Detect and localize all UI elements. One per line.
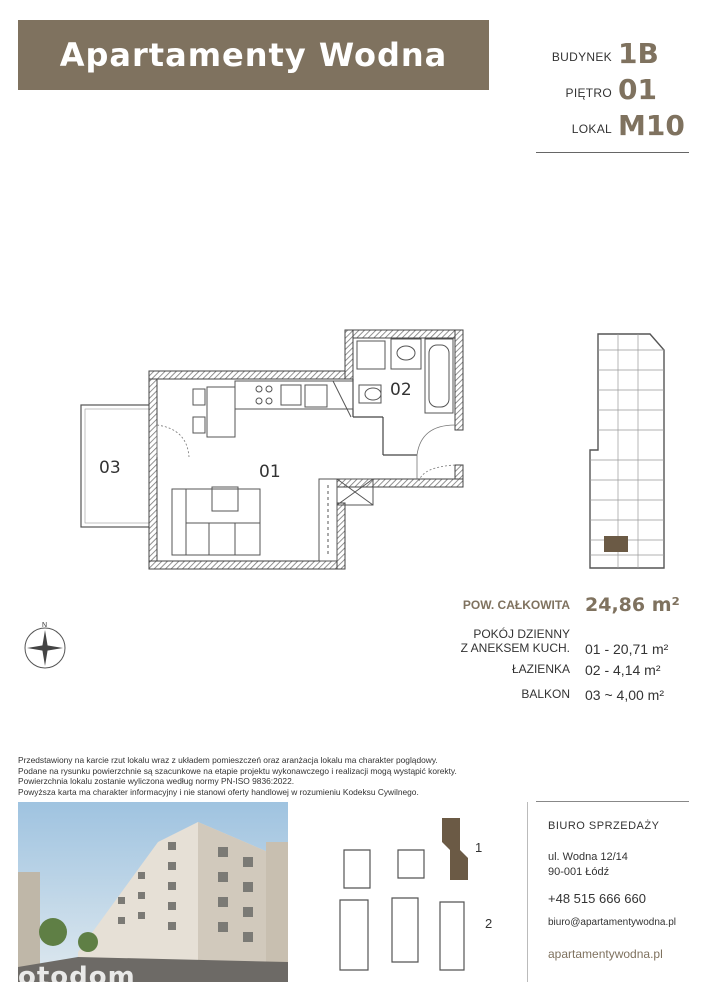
wardrobe: [319, 479, 373, 561]
room-area-bathroom: 02 - 4,14 m²: [585, 662, 661, 678]
unit-row: [536, 102, 690, 142]
room-label-02: 02: [390, 380, 412, 400]
unit-label: LOKAL: [571, 122, 612, 136]
email-link[interactable]: biuro@apartamentywodna.pl: [548, 917, 677, 928]
floor-label: PIĘTRO: [565, 86, 612, 100]
building-label: BUDYNEK: [551, 50, 612, 64]
contact-divider: [536, 801, 689, 802]
room-label-bathroom: ŁAZIENKA: [511, 662, 570, 676]
floor-plan: [75, 325, 470, 575]
building-2-label: 2: [485, 916, 493, 931]
page-title: Apartamenty Wodna: [59, 36, 448, 74]
unit-value: M10: [618, 109, 685, 142]
disclaimer-line: Podane na rysunku powierzchnie są szacunkowe na etapie projektu wykonawczego i realizacji mogą wystąpić korekty.: [18, 765, 457, 776]
total-area: [430, 592, 685, 620]
disclaimer-line: Powierzchnia lokalu zostanie wyliczona według normy PN-ISO 9836:2022.: [18, 776, 295, 786]
building-value: 1B: [618, 37, 659, 70]
north-label: N: [42, 622, 48, 629]
disclaimer-line: Przedstawiony na karcie rzut lokalu wraz z układem pomieszczeń oraz aranżacja lokalu ma charakter poglądowy.: [18, 755, 438, 765]
room-label-balcony: BALKON: [521, 687, 570, 701]
total-area-value: 24,86 m²: [585, 594, 680, 616]
contact-vertical-divider: [527, 802, 528, 982]
dining-table: [193, 387, 235, 437]
room-row-living: [430, 625, 685, 657]
address-street: ul. Wodna 12/14: [548, 851, 628, 863]
sales-office-label: BIURO SPRZEDAŻY: [548, 820, 660, 832]
site-keyplan: [330, 810, 510, 980]
building-render: [18, 802, 288, 982]
building-row: [536, 30, 690, 70]
address-city: 90-001 Łódź: [548, 866, 610, 878]
floor-value: 01: [618, 73, 657, 106]
phone-number[interactable]: +48 515 666 660: [548, 891, 646, 906]
building-floor-outline: [580, 330, 680, 575]
sofa: [172, 487, 260, 555]
total-area-label: POW. CAŁKOWITA: [462, 598, 570, 612]
room-row-balcony: [430, 683, 685, 703]
website-link[interactable]: apartamentywodna.pl: [548, 947, 663, 961]
title-banner: [18, 20, 489, 90]
room-label-living-2: Z ANEKSEM KUCH.: [460, 641, 570, 655]
room-area-balcony: 03 ~ 4,00 m²: [585, 687, 664, 703]
room-row-bathroom: [430, 658, 685, 678]
room-label-03: 03: [99, 458, 121, 478]
floor-row: [536, 66, 690, 106]
compass-icon: [22, 620, 68, 670]
highlighted-unit: [604, 536, 628, 552]
building-1-label: 1: [475, 840, 483, 855]
room-area-living: 01 - 20,71 m²: [585, 641, 669, 657]
highlighted-building: [442, 818, 468, 880]
header-divider: [536, 152, 689, 153]
disclaimer: [18, 755, 488, 797]
walls: [149, 330, 463, 569]
room-label-01: 01: [259, 462, 281, 482]
room-label-living: POKÓJ DZIENNY: [473, 627, 570, 641]
disclaimer-line: Powyższa karta ma charakter informacyjny i nie stanowi oferty handlowej w rozumieniu Kodeksu Cywilnego.: [18, 786, 419, 797]
watermark: otodom: [18, 962, 136, 992]
